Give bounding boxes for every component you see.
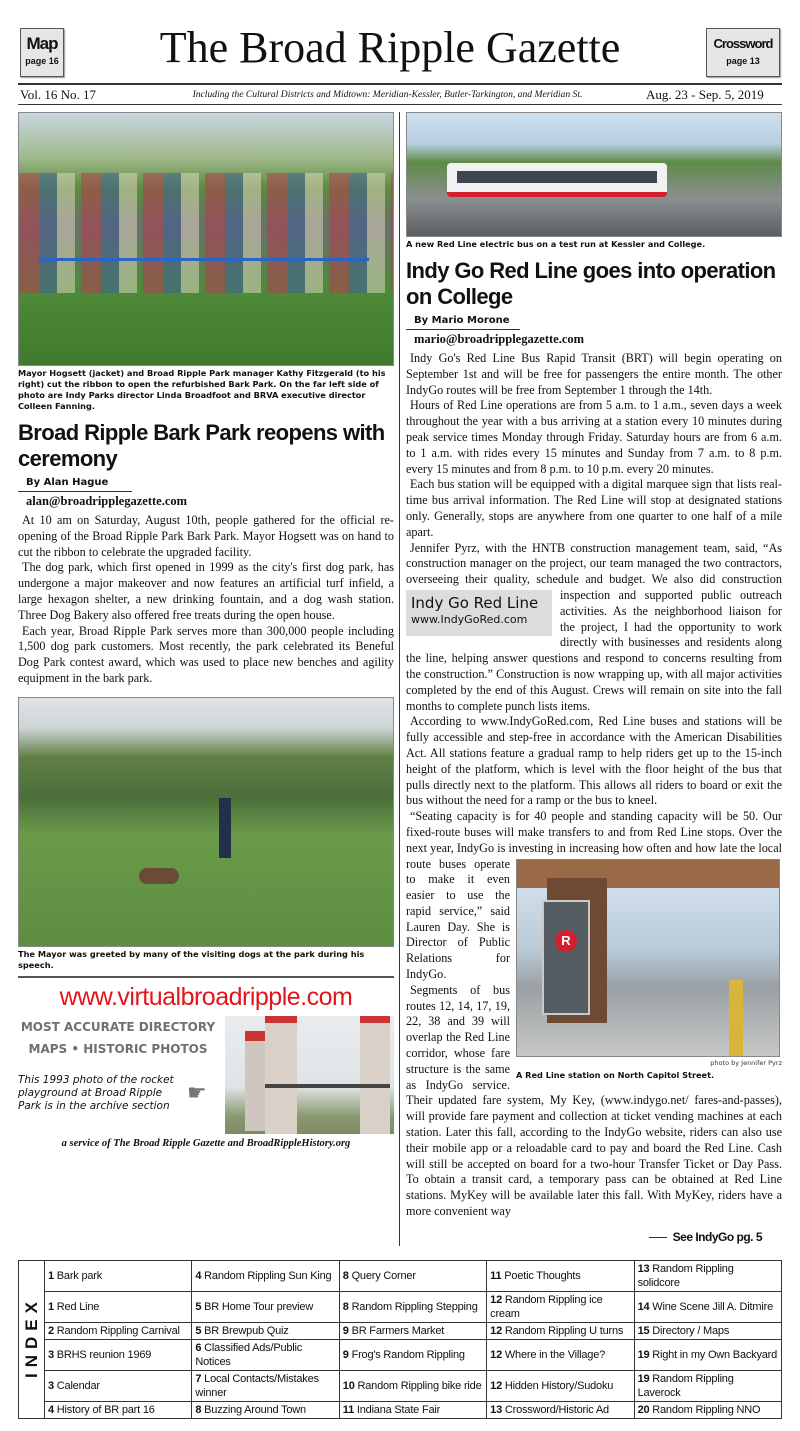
red-line-headline: Indy Go Red Line goes into operation on College	[406, 258, 776, 309]
rocket-photo-note: This 1993 photo of the rocket playground at Broad Ripple Park is in the archive section	[18, 1073, 174, 1112]
index-entry[interactable]	[45, 1322, 192, 1339]
crossword-page-box[interactable]	[706, 28, 780, 77]
index-label-cell	[19, 1260, 45, 1418]
index-page-number: 1	[48, 1300, 54, 1313]
index-page-number: 15	[637, 1324, 650, 1337]
continued-line	[406, 1228, 782, 1246]
index-title: Local Contacts/Mistakes winner	[195, 1372, 319, 1399]
index-page-number: 4	[48, 1403, 54, 1416]
index-title: Directory / Maps	[652, 1324, 730, 1337]
index-row	[19, 1401, 782, 1418]
index-row	[19, 1370, 782, 1401]
paragraph: Jennifer Pyrz, with the HNTB construction management team, said, “As construction manager on the project, our team managed the two contractors, overseeing their quality, schedule and budget. We also did construction inspection Indy Go Red Line www.IndyGoRed.com and supported public outreach activities. As the neighborhood liaison for the project, I had the opportunity to work directly with businesses and residents along the line, helping answer questions and respond to concerns resulting from the construction.” Construction is now wrapping up, with all major activities completed by the end of this August. Crews will remain on site into the fall months to complete punch lists items.	[406, 540, 782, 713]
index-entry[interactable]	[487, 1339, 634, 1370]
red-line-byline: By Mario Morone	[414, 315, 510, 326]
index-entry[interactable]	[339, 1322, 486, 1339]
index-label: INDEX	[21, 1296, 41, 1379]
index-table	[18, 1260, 782, 1419]
index-title: Red Line	[56, 1300, 100, 1313]
index-entry[interactable]	[634, 1401, 781, 1418]
index-page-number: 4	[195, 1269, 202, 1282]
index-page-number: 3	[48, 1379, 54, 1392]
index-entry[interactable]	[339, 1260, 486, 1291]
station-photo-credit: photo by Jennifer Pyrz	[710, 1058, 782, 1067]
index-row	[19, 1322, 782, 1339]
paragraph: “Seating capacity is for 40 people and standing capacity will be 50. Our fixed-route buses will make transfers to and from Red Line stops. Over the next year, IndyGo is investing in increasing how often and how late the local route buses R photo by Jennifer Pyrz A Red Line station on North Capitol Street. operate to make it even easier to use the rapid service,” said Lauren Day. She is Director of Public Relations for IndyGo.	[406, 809, 782, 983]
index-title: Where in the Village?	[504, 1348, 606, 1361]
index-page-number: 3	[48, 1348, 54, 1361]
index-entry[interactable]	[192, 1291, 339, 1322]
map-page: page 16	[25, 56, 59, 66]
bark-park-headline: Broad Ripple Bark Park reopens with ceremony	[18, 420, 385, 471]
continued-link[interactable]: See IndyGo pg. 5	[672, 1229, 762, 1244]
index-page-number: 11	[490, 1269, 502, 1282]
left-column	[18, 112, 400, 1246]
paragraph: Segments of bus routes 12, 14, 17, 19, 22, 38 and 39 will overlap the Red Line corridor, whose fare structure is the same as IndyGo service. Their updated fare system, My Key, (www.indygo.net/ fares-and-passes), will provide fare payment and collection at ticket vending machines at each station. Later this fall, according to the IndyGo website, riders can also use their mobile app or a reloadable card to pay and board the Red Line. Cash will still be accepted on board for a two-hour Transfer Ticket or Day Pass. To obtain a transit card, a temporary pass can be obtained at Red Line stations. MyKey will be available later this fall. With MyKey, riders have a more convenient way	[406, 982, 782, 1219]
index-title: Wine Scene Jill A. Ditmire	[652, 1300, 773, 1313]
index-title: BR Farmers Market	[351, 1324, 445, 1337]
index-entry[interactable]	[634, 1322, 781, 1339]
mayor-speech-photo	[18, 697, 394, 947]
index-title: Calendar	[56, 1379, 100, 1392]
index-page-number: 6	[195, 1341, 202, 1354]
index-page-number: 20	[637, 1403, 650, 1416]
index-page-number: 12	[490, 1348, 503, 1361]
index-entry[interactable]	[192, 1339, 339, 1370]
index-title: Hidden History/Sudoku	[504, 1379, 614, 1392]
index-page-number: 2	[48, 1324, 54, 1337]
index-page-number: 9	[342, 1348, 349, 1361]
index-entry[interactable]	[634, 1291, 781, 1322]
index-page-number: 12	[490, 1293, 503, 1306]
station-photo-caption: A Red Line station on North Capitol Street.	[516, 1069, 715, 1080]
index-entry[interactable]	[192, 1322, 339, 1339]
index-entry[interactable]	[487, 1370, 634, 1401]
index-title: Crossword/Historic Ad	[504, 1403, 609, 1416]
bark-park-byline: By Alan Hague	[26, 477, 109, 488]
speech-photo-caption: The Mayor was greeted by many of the visiting dogs at the park during his speech.	[18, 948, 365, 970]
ad-text	[18, 1016, 218, 1134]
index-title: Query Corner	[351, 1269, 416, 1282]
byline-rule	[406, 329, 520, 330]
index-entry[interactable]	[339, 1291, 486, 1322]
ad-line-1: MOST ACCURATE DIRECTORY	[20, 1019, 216, 1034]
index-page-number: 5	[195, 1300, 202, 1313]
paragraph: At 10 am on Saturday, August 10th, people gathered for the official re-opening of the Broad Ripple Park Bark Park. Mayor Hogsett was on hand to cut the ribbon to celebrate the upgraded facility.	[18, 513, 394, 559]
index-entry[interactable]	[487, 1401, 634, 1418]
red-line-bus-photo	[406, 112, 782, 237]
issue-dates: Aug. 23 - Sep. 5, 2019	[646, 87, 764, 102]
index-row	[19, 1291, 782, 1322]
red-line-article	[406, 351, 782, 1220]
index-page-number: 8	[342, 1269, 349, 1282]
index-entry[interactable]	[45, 1339, 192, 1370]
paragraph: Indy Go's Red Line Bus Rapid Transit (BRT) will begin operating on September 1st and will be free for passengers the entire month. The other IndyGo routes will be free from September 1 through the 14th.	[406, 351, 782, 397]
volume-number: Vol. 16 No. 17	[20, 87, 96, 102]
map-page-box[interactable]	[20, 28, 64, 77]
paragraph: Hours of Red Line operations are from 5 a.m. to 1 a.m., seven days a week throughout the year with a bus arriving at a station every 10 minutes during peak service times Monday through Friday. Saturday hours are from 6 a.m. to 1 a.m. with rides every 15 minutes and Sunday from 7 a.m. to 8 p.m. every 15 minutes and from 8 p.m. to 10 p.m. every 20 minutes.	[406, 398, 782, 476]
right-column	[400, 112, 782, 1246]
sidebox-title: Indy Go Red Line	[411, 593, 539, 612]
index-title: Bark park	[56, 1269, 103, 1282]
article-columns	[18, 112, 782, 1246]
index-page-number: 7	[195, 1372, 202, 1385]
index-title: BR Home Tour preview	[204, 1300, 314, 1313]
index-entry[interactable]	[45, 1291, 192, 1322]
index-entry[interactable]	[339, 1401, 486, 1418]
index-entry[interactable]	[45, 1401, 192, 1418]
red-line-email[interactable]: mario@broadripplegazette.com	[414, 332, 585, 346]
index-title: BR Brewpub Quiz	[204, 1324, 289, 1337]
index-title: Random Rippling Stepping	[351, 1300, 478, 1313]
station-photo	[516, 859, 780, 1057]
index-page-number: 12	[490, 1379, 503, 1392]
index-title: Frog's Random Rippling	[351, 1348, 465, 1361]
bus-photo-caption: A new Red Line electric bus on a test run at Kessler and College.	[406, 239, 706, 249]
rocket-playground-photo	[225, 1016, 394, 1134]
index-entry[interactable]	[192, 1401, 339, 1418]
index-entry[interactable]	[634, 1260, 781, 1291]
map-label: Map	[26, 34, 58, 53]
index-title: Random Rippling bike ride	[357, 1379, 482, 1392]
index-title: Right in my Own Backyard	[652, 1348, 778, 1361]
bark-park-email[interactable]: alan@broadripplegazette.com	[26, 494, 188, 508]
station-photo-block	[516, 859, 782, 1087]
index-row	[19, 1339, 782, 1370]
index-page-number: 13	[637, 1262, 650, 1275]
ad-body	[18, 1016, 394, 1134]
index-title: Random Rippling ice cream	[490, 1293, 603, 1320]
header-rule	[18, 83, 782, 85]
index-title: Random Rippling NNO	[652, 1403, 761, 1416]
index-entry[interactable]	[45, 1260, 192, 1291]
index-entry[interactable]	[339, 1370, 486, 1401]
byline-rule	[18, 491, 132, 492]
index-entry[interactable]	[192, 1260, 339, 1291]
index-title: Buzzing Around Town	[204, 1403, 306, 1416]
index-row	[19, 1260, 782, 1291]
paragraph: The dog park, which first opened in 1999 as the city's first dog park, has undergone a major makeover and now features an artificial turf infield, a large hexagon shelter, a new drinking fountain, and a dog wash station. Three Dog Bakery also offered free treats during the open house.	[18, 560, 394, 622]
paragraph: According to www.IndyGoRed.com, Red Line buses and stations will be fully accessible and step-free in accordance with the American Disabilities Act. All stations feature a gradual ramp to help riders get up to the 15-inch height of the platform, which is level with the floor height of the bus that pulls directly next to the platform. This allows all riders to board or exit the bus without the need for a ramp or the bus to kneel.	[406, 714, 782, 808]
ad-line-2: MAPS • HISTORIC PHOTOS	[28, 1041, 208, 1056]
index-title: Random Rippling solidcore	[637, 1262, 734, 1289]
ad-tagline	[18, 1016, 218, 1060]
jump-rule	[649, 1237, 667, 1238]
index-title: History of BR part 16	[56, 1403, 155, 1416]
index-title: BRHS reunion 1969	[56, 1348, 152, 1361]
crossword-label: Crossword	[713, 36, 773, 51]
paragraph: Each year, Broad Ripple Park serves more than 300,000 people including 1,500 dog park customers. Most recently, the park celebrated its Beneful Dog Park contest award, which was used to place new benches and agility equipment in the bark park.	[18, 623, 394, 685]
index-page-number: 5	[195, 1324, 202, 1337]
index-title: Random Rippling Carnival	[56, 1324, 180, 1337]
index-title: Indiana State Fair	[356, 1403, 441, 1416]
index-entry[interactable]	[487, 1291, 634, 1322]
index-title: Random Rippling Laverock	[637, 1372, 734, 1399]
subheader-rule	[18, 104, 782, 105]
bark-park-article	[18, 513, 394, 687]
index-page-number: 8	[342, 1300, 349, 1313]
tagline: Including the Cultural Districts and Midtown: Meridian-Kessler, Butler-Tarkington, and Meridian St.	[192, 89, 583, 100]
index-title: Random Rippling U turns	[504, 1324, 624, 1337]
virtual-broad-ripple-link[interactable]: www.virtualbroadripple.com	[59, 982, 353, 1011]
sidebox-url[interactable]: www.IndyGoRed.com	[411, 612, 528, 626]
index-entry[interactable]	[634, 1370, 781, 1401]
index-page-number: 13	[490, 1403, 503, 1416]
index-entry[interactable]	[487, 1260, 634, 1291]
index-page-number: 11	[342, 1403, 355, 1416]
index-page-number: 1	[48, 1269, 54, 1282]
index-entry[interactable]	[192, 1370, 339, 1401]
masthead-title: The Broad Ripple Gazette	[159, 23, 621, 72]
ribbon-photo-caption: Mayor Hogsett (jacket) and Broad Ripple Park manager Kathy Fitzgerald (to his right) cut the ribbon to open the refurbished Bark Park. On the far left side of photo are Indy Parks director Linda Broadfoot and BRVA executive director Colleen Fanning.	[18, 368, 386, 411]
index-page-number: 19	[637, 1348, 650, 1361]
index-page-number: 8	[195, 1403, 202, 1416]
index-page-number: 19	[637, 1372, 650, 1385]
index-entry[interactable]	[339, 1339, 486, 1370]
index-title: Classified Ads/Public Notices	[195, 1341, 303, 1368]
index-title: Poetic Thoughts	[504, 1269, 581, 1282]
crossword-page: page 13	[726, 56, 760, 66]
index-title: Random Rippling Sun King	[204, 1269, 332, 1282]
index-page-number: 12	[490, 1324, 503, 1337]
index-entry[interactable]	[45, 1370, 192, 1401]
index-page-number: 14	[637, 1300, 650, 1313]
index-entry[interactable]	[634, 1339, 781, 1370]
red-line-logo: R	[555, 930, 577, 952]
index-page-number: 9	[342, 1324, 349, 1337]
ribbon-cutting-photo	[18, 112, 394, 366]
index-entry[interactable]	[487, 1322, 634, 1339]
pointing-hand-icon: ☛	[187, 1080, 207, 1106]
indygo-red-sidebox[interactable]	[406, 590, 552, 636]
index-page-number: 10	[342, 1379, 355, 1392]
ad-service-credit: a service of The Broad Ripple Gazette and BroadRippleHistory.org	[61, 1137, 351, 1149]
paragraph: Each bus station will be equipped with a digital marquee sign that lists real-time bus arrival information. The Red Line will stop at designated stations only. Generally, stops are anywhere from one quarter to one half of a mile apart.	[406, 477, 782, 539]
